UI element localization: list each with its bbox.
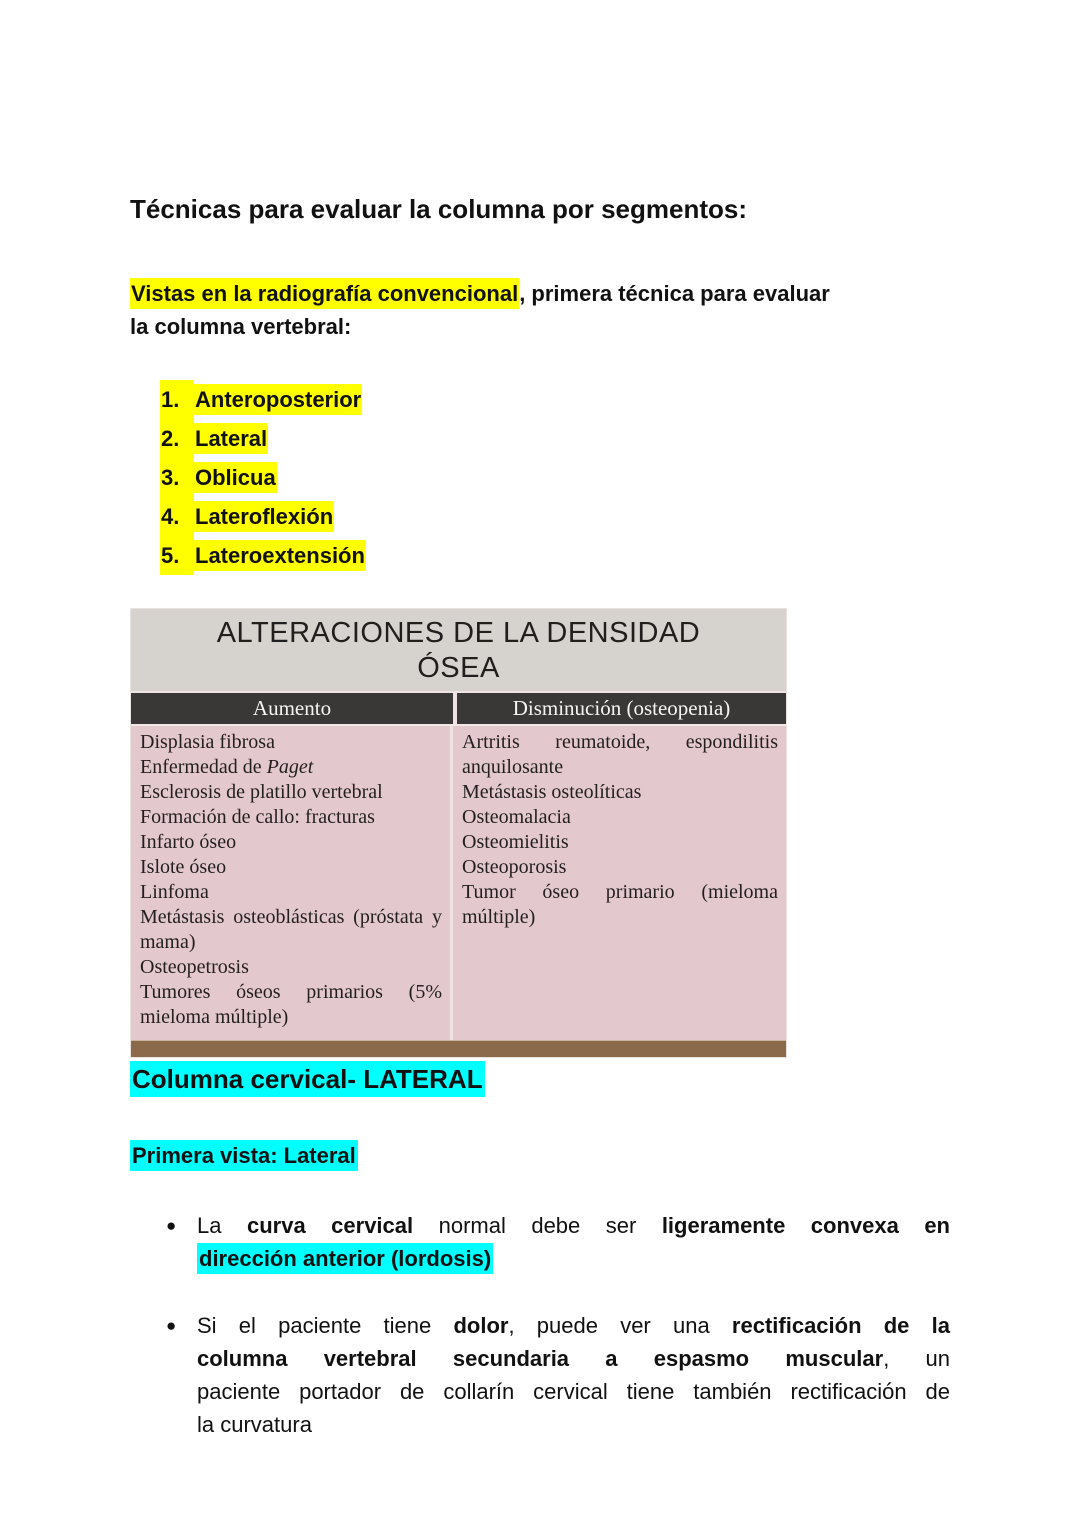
list-item (462, 730, 778, 780)
section-heading-text: Columna cervical- LATERAL (130, 1061, 485, 1097)
list-item (140, 805, 442, 830)
figure-table-body (131, 724, 786, 1040)
text-line (140, 905, 442, 930)
text-segment: rectificación de la (731, 1313, 950, 1338)
text-segment: Osteopetrosis (140, 956, 249, 978)
bullet-item-cervical-curve (130, 1209, 950, 1275)
list-item (462, 805, 778, 830)
bone-density-table-image (130, 608, 787, 1058)
text-line (140, 780, 442, 805)
text-segment: Metástasis osteolíticas (462, 781, 642, 803)
text-segment: Metástasis osteoblásticas (próstata y (140, 906, 442, 928)
text-line (160, 536, 950, 575)
list-item (462, 880, 778, 930)
bullet-item-rectification (130, 1309, 950, 1441)
text-segment: Si el paciente tiene (197, 1313, 454, 1338)
list-item (160, 458, 950, 497)
text-line (140, 855, 442, 880)
text-segment: Lateroextensión (194, 540, 366, 571)
text-segment: Osteomalacia (462, 806, 571, 828)
list-item (462, 830, 778, 855)
figure-column-disminucion (453, 726, 786, 1040)
list-item (160, 497, 950, 536)
text-segment: La (197, 1213, 247, 1238)
text-segment: 2. (160, 419, 194, 458)
text-line (462, 905, 778, 930)
text-segment: Islote óseo (140, 856, 227, 878)
text-line (462, 805, 778, 830)
text-segment: Tumores óseos primarios (5% (140, 981, 442, 1003)
text-segment: Esclerosis de platillo vertebral (140, 781, 383, 803)
text-segment: la columna vertebral: (130, 314, 352, 339)
text-segment: 1. (160, 380, 194, 419)
text-line (197, 1342, 950, 1375)
section-heading-columna-cervical (130, 1063, 950, 1096)
text-segment: Infarto óseo (140, 831, 237, 853)
text-segment: Artritis reumatoide, espondilitis (462, 731, 778, 753)
text-line (160, 419, 950, 458)
text-line (130, 310, 950, 343)
text-segment: Linfoma (140, 881, 209, 903)
list-item (140, 880, 442, 905)
text-segment: Enfermedad de (140, 756, 267, 778)
text-segment: Paget (266, 756, 314, 778)
intro-paragraph (130, 277, 950, 343)
text-segment: 4. (160, 497, 194, 536)
list-item (462, 780, 778, 805)
text-line (140, 1005, 442, 1030)
text-segment: dirección anterior (lordosis) (197, 1243, 493, 1274)
bullet-text (197, 1309, 950, 1441)
text-line (462, 730, 778, 755)
list-item (160, 419, 950, 458)
text-line (140, 730, 442, 755)
text-segment: Osteoporosis (462, 856, 567, 878)
bullet-text (197, 1209, 950, 1275)
list-item (140, 830, 442, 855)
sub-heading-text: Primera vista: Lateral (130, 1140, 358, 1171)
text-segment: mieloma múltiple) (140, 1006, 289, 1028)
figure-title (131, 609, 786, 691)
text-segment: Lateral (194, 423, 268, 454)
list-item (140, 855, 442, 880)
bullet-marker: ● (166, 1316, 177, 1335)
text-segment: , puede ver una (508, 1313, 732, 1338)
text-segment: , un (883, 1346, 951, 1371)
text-line (140, 880, 442, 905)
figure-header-disminucion: Disminución (osteopenia) (457, 693, 786, 724)
text-line (140, 755, 442, 780)
figure-title-line1: ALTERACIONES DE LA DENSIDAD (216, 617, 701, 649)
text-segment: , primera técnica para evaluar (519, 281, 830, 306)
text-segment: columna vertebral secundaria a espasmo muscular (197, 1346, 884, 1371)
text-segment: mama) (140, 931, 196, 953)
text-line (160, 497, 950, 536)
list-item (462, 855, 778, 880)
text-line (462, 755, 778, 780)
text-segment: normal debe ser (413, 1213, 662, 1238)
text-segment: Formación de callo: fracturas (140, 806, 375, 828)
list-item (140, 905, 442, 955)
text-line (130, 277, 950, 310)
text-line (197, 1209, 950, 1242)
wood-floor-strip (131, 1040, 786, 1057)
text-segment: dolor (453, 1313, 509, 1338)
text-line (140, 930, 442, 955)
figure-header-aumento: Aumento (131, 693, 453, 724)
text-line (140, 830, 442, 855)
list-item (140, 780, 442, 805)
text-line (140, 955, 442, 980)
text-segment: Oblicua (194, 462, 277, 493)
document-content (130, 192, 950, 1441)
page-title: Técnicas para evaluar la columna por segmentos: (130, 194, 748, 224)
figure-column-aumento (131, 726, 453, 1040)
radiograph-views-list (130, 380, 950, 575)
text-segment: Displasia fibrosa (140, 731, 275, 753)
sub-heading-primera-vista (130, 1140, 950, 1171)
text-segment: anquilosante (462, 756, 564, 778)
text-line (140, 805, 442, 830)
list-item (140, 980, 442, 1030)
figure-table-header-row (131, 691, 786, 724)
text-line (140, 980, 442, 1005)
text-line (462, 855, 778, 880)
text-segment: Tumor óseo primario (mieloma (462, 881, 778, 903)
text-segment: Anteroposterior (194, 384, 362, 415)
text-line (160, 380, 950, 419)
figure-title-line2: ÓSEA (417, 652, 500, 684)
list-item (140, 755, 442, 780)
text-segment: Vistas en la radiografía convencional (130, 278, 519, 309)
text-line (197, 1408, 950, 1441)
text-line (197, 1375, 950, 1408)
text-line (160, 458, 950, 497)
list-item (140, 955, 442, 980)
text-segment: 3. (160, 458, 194, 497)
text-segment: 5. (160, 536, 194, 575)
bullet-marker: ● (166, 1216, 177, 1235)
list-item (140, 730, 442, 755)
list-item (160, 536, 950, 575)
text-line (462, 880, 778, 905)
text-segment: curva cervical (246, 1213, 414, 1238)
list-item (160, 380, 950, 419)
text-segment: ligeramente convexa en (661, 1213, 950, 1238)
text-line (462, 830, 778, 855)
text-line (197, 1309, 950, 1342)
text-segment: Lateroflexión (194, 501, 334, 532)
text-segment: múltiple) (462, 906, 536, 928)
text-segment: paciente portador de collarín cervical tiene también rectificación de (197, 1379, 950, 1404)
text-segment: la curvatura (197, 1412, 312, 1437)
text-line (462, 780, 778, 805)
text-line (197, 1242, 950, 1275)
text-segment: Osteomielitis (462, 831, 569, 853)
